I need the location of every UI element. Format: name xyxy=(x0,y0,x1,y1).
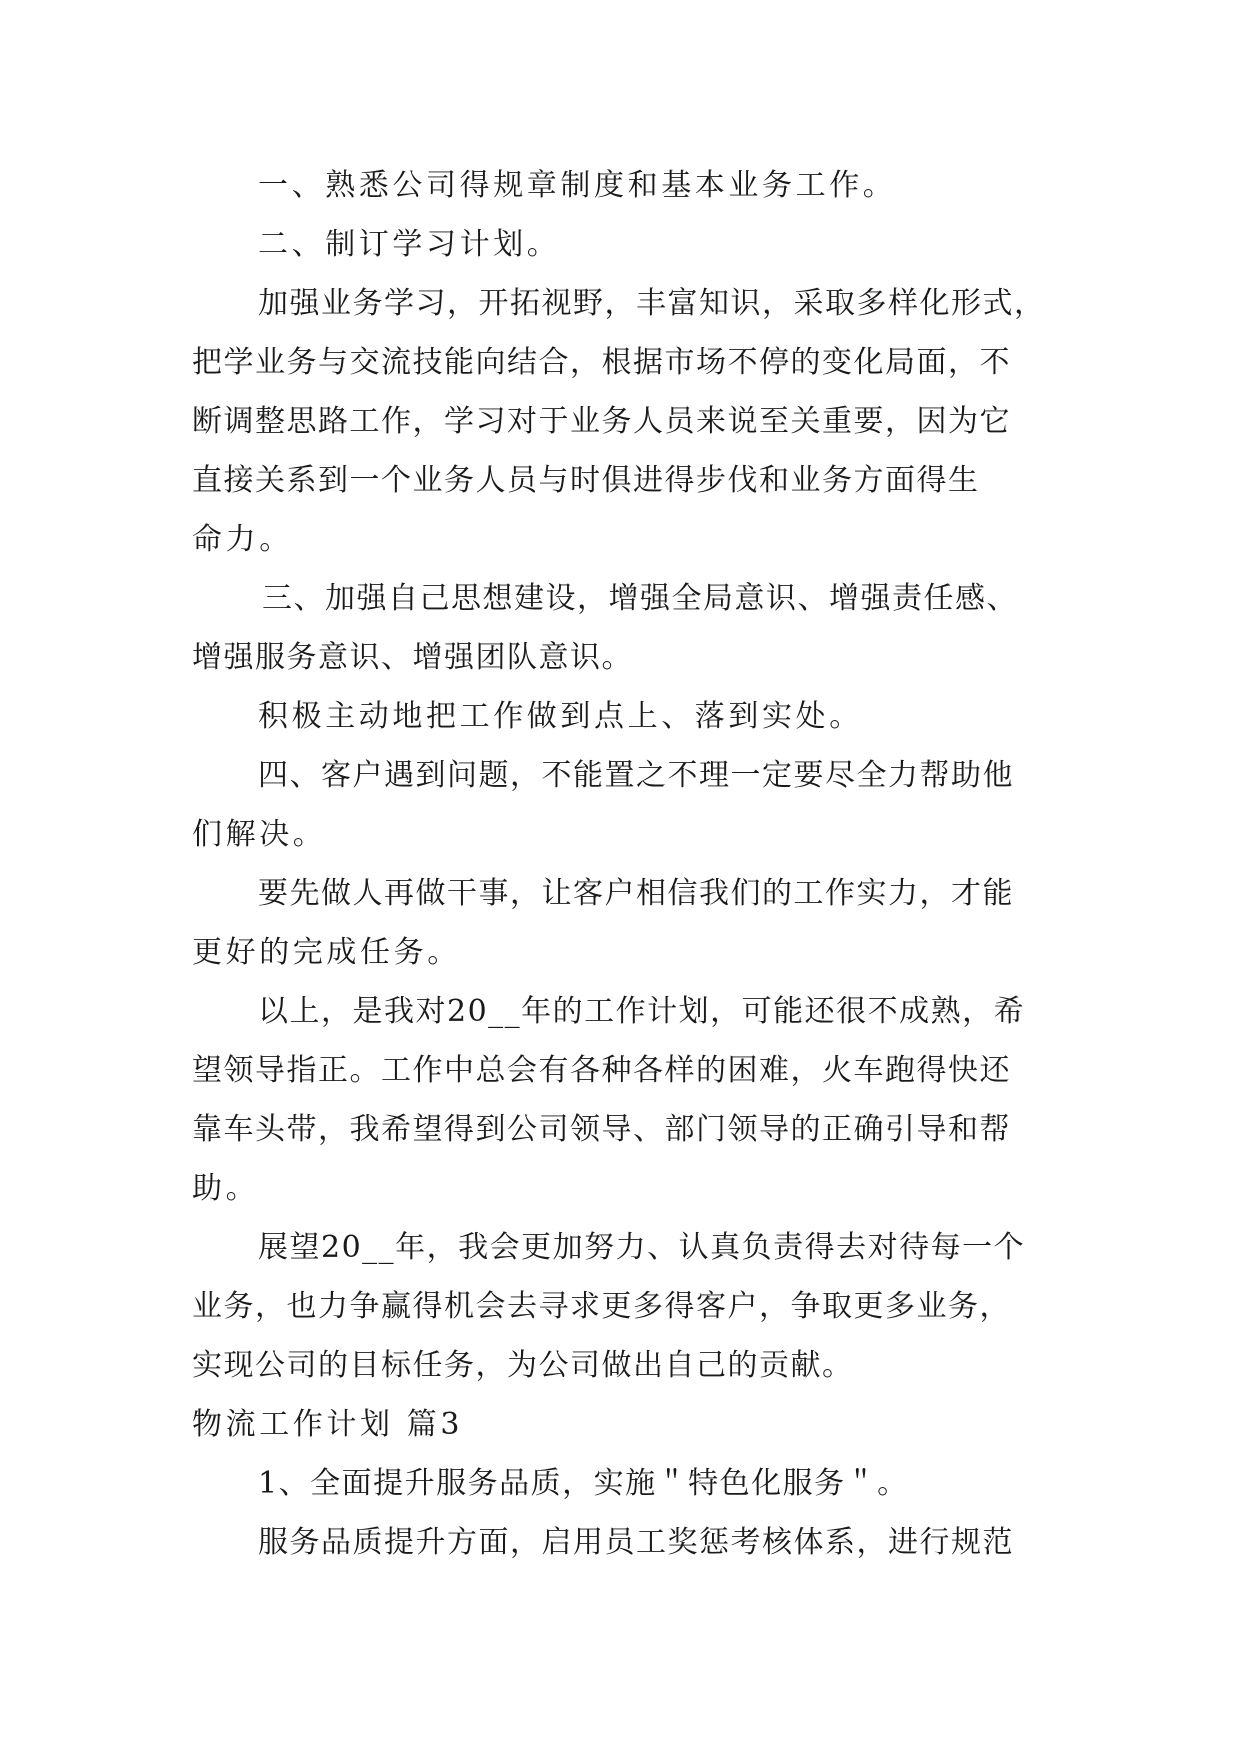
paragraph-line-21: 实现公司的目标任务，为公司做出自己的贡献。 xyxy=(192,1348,854,1383)
paragraph-line-17: 靠车头带，我希望得到公司领导、部门领导的正确引导和帮 xyxy=(192,1112,1011,1147)
paragraph-line-12: 们解决。 xyxy=(192,817,327,852)
paragraph-line-3: 加强业务学习，开拓视野，丰富知识，采取多样化形式， xyxy=(258,286,1046,321)
paragraph-line-5: 断调整思路工作，学习对于业务人员来说至关重要，因为它 xyxy=(192,404,1011,439)
paragraph-line-14: 更好的完成任务。 xyxy=(192,935,461,970)
paragraph-line-4: 把学业务与交流技能向结合，根据市场不停的变化局面，不 xyxy=(192,345,1011,380)
paragraph-line-11: 四、客户遇到问题，不能置之不理一定要尽全力帮助他 xyxy=(258,758,1014,793)
document-body xyxy=(192,156,1052,1572)
paragraph-line-7: 命力。 xyxy=(192,522,293,557)
paragraph-line-1: 一、熟悉公司得规章制度和基本业务工作。 xyxy=(258,168,897,203)
paragraph-line-20: 业务，也力争赢得机会去寻求更多得客户，争取更多业务， xyxy=(192,1289,1011,1324)
paragraph-line-10: 积极主动地把工作做到点上、落到实处。 xyxy=(258,699,863,734)
paragraph-line-9: 增强服务意识、增强团队意识。 xyxy=(192,640,633,675)
paragraph-line-13: 要先做人再做干事，让客户相信我们的工作实力，才能 xyxy=(258,876,1014,911)
paragraph-line-19: 展望20__年，我会更加努力、认真负责得去对待每一个 xyxy=(258,1230,1026,1265)
section-heading: 物流工作计划 篇3 xyxy=(192,1407,464,1442)
paragraph-line-24: 服务品质提升方面，启用员工奖惩考核体系，进行规范 xyxy=(258,1525,1014,1560)
paragraph-line-16: 望领导指正。工作中总会有各种各样的困难，火车跑得快还 xyxy=(192,1053,1011,1088)
paragraph-line-2: 二、制订学习计划。 xyxy=(258,227,561,262)
paragraph-line-18: 助。 xyxy=(192,1171,260,1206)
paragraph-line-23: 1、全面提升服务品质，实施＂特色化服务＂。 xyxy=(258,1466,909,1501)
paragraph-line-15: 以上，是我对20__年的工作计划，可能还很不成熟，希 xyxy=(258,994,1026,1029)
paragraph-line-6: 直接关系到一个业务人员与时俱进得步伐和业务方面得生 xyxy=(192,463,980,498)
paragraph-line-8: 三、加强自己思想建设，增强全局意识、增强责任感、 xyxy=(262,581,1018,616)
